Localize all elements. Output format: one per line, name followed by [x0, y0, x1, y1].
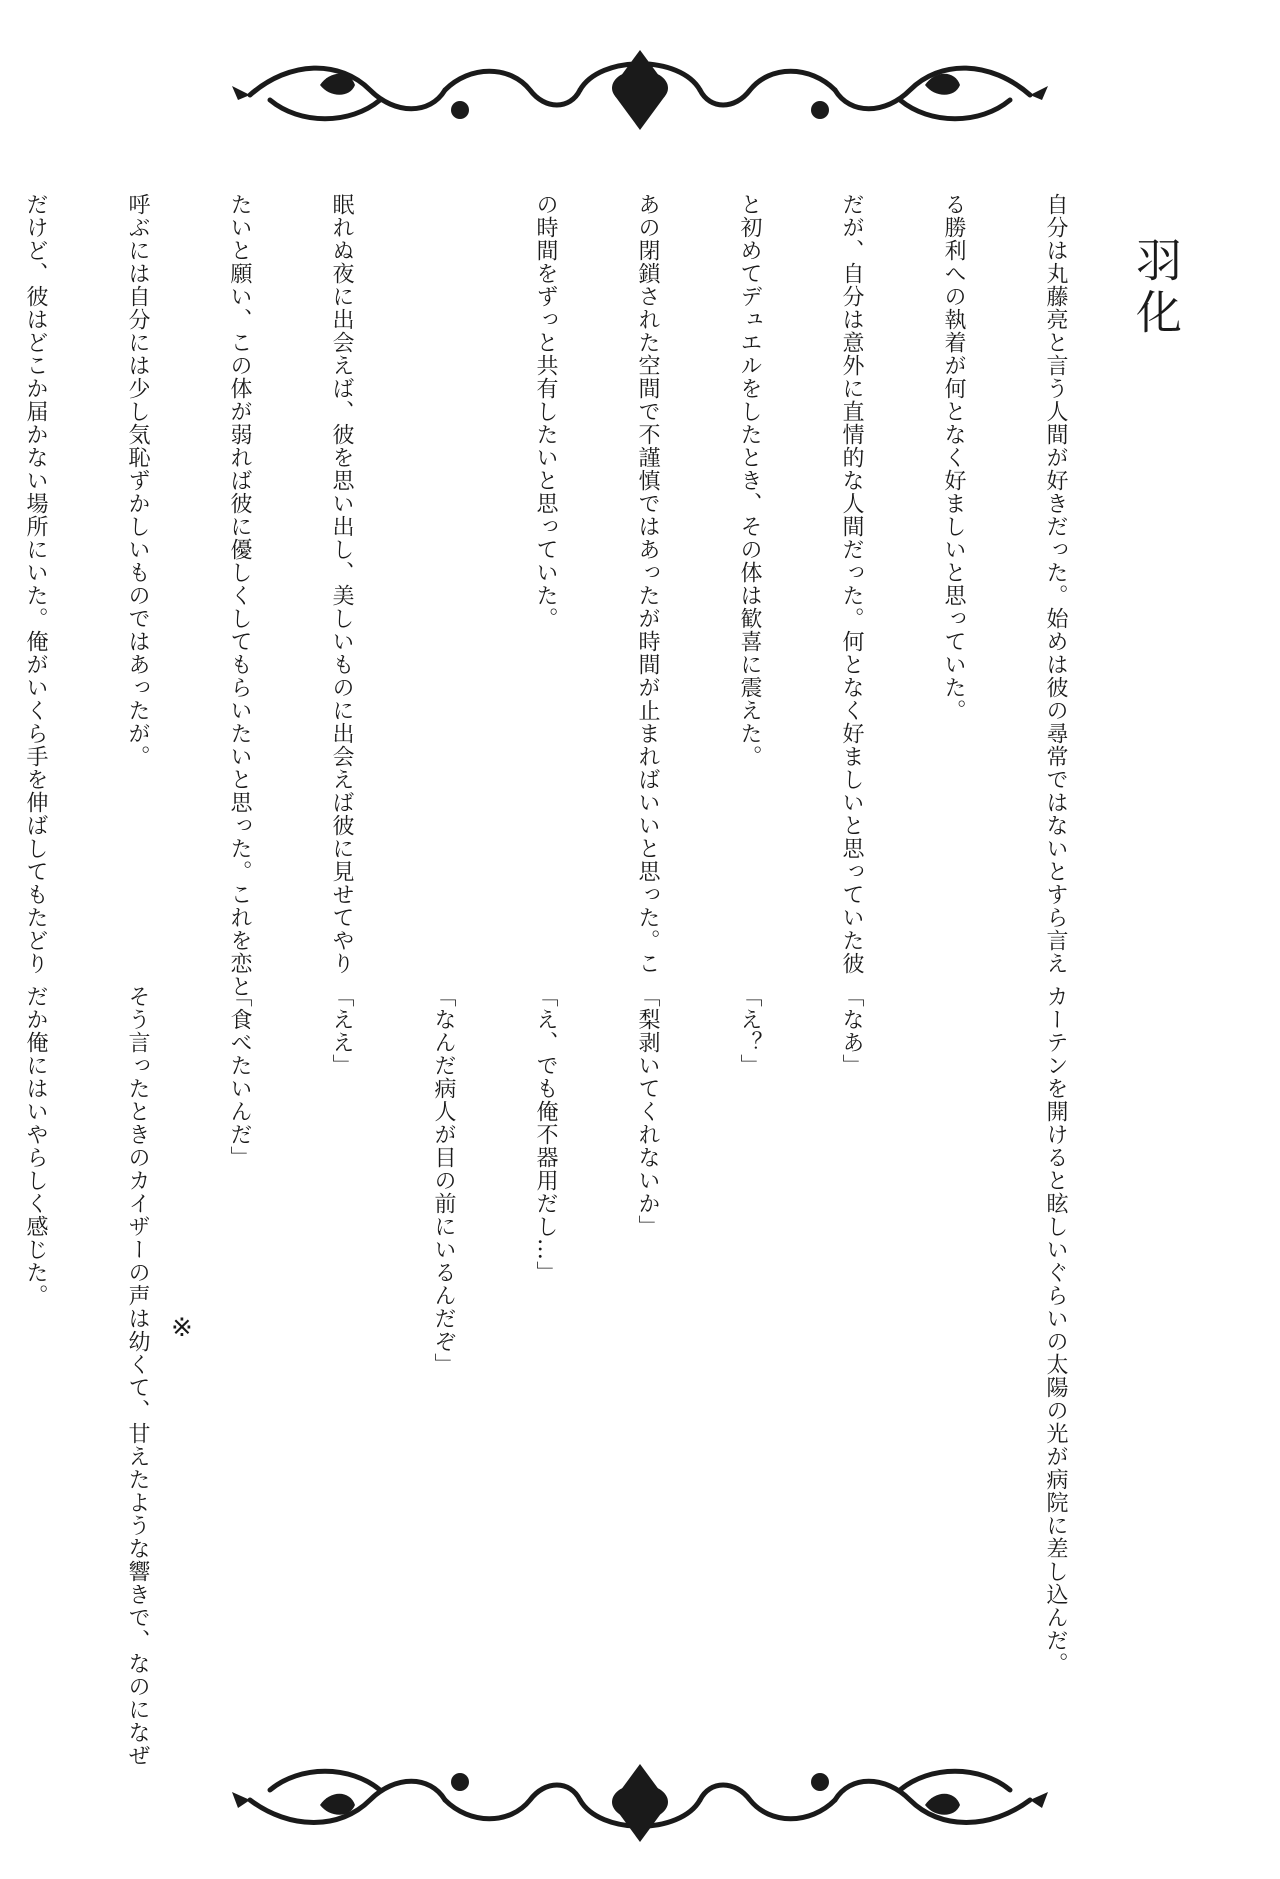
- text-line: 「ええ」: [329, 985, 354, 1077]
- top-ornament: [230, 40, 1050, 140]
- text-line: 呼ぶには自分には少し気恥ずかしいものではあったが。: [125, 193, 150, 768]
- text-line: カーテンを開けると眩しいぐらいの太陽の光が病院に差し込んだ。: [1043, 985, 1068, 1675]
- text-line: 「え、でも俺不器用だし…」: [533, 985, 558, 1284]
- text-line: る勝利への執着が何となく好ましいと思っていた。: [941, 193, 966, 722]
- text-line: と初めてデュエルをしたとき、その体は歓喜に震えた。: [737, 193, 762, 768]
- lower-text-block: [0, 985, 1140, 1767]
- text-line: たいと願い、この体が弱れば彼に優しくしてもらいたいと思った。これを恋と: [227, 193, 252, 998]
- text-line: だけど、彼はどこか届かない場所にいた。俺がいくら手を伸ばしてもたどり: [23, 193, 48, 975]
- page-title: 羽化: [1129, 236, 1183, 340]
- bottom-ornament: [230, 1750, 1050, 1850]
- text-line: そう言ったときのカイザーの声は幼くて、甘えたような響きで、なのになぜ: [125, 985, 150, 1767]
- text-line: だが、自分は意外に直情的な人間だった。何となく好ましいと思っていた彼: [839, 193, 864, 975]
- text-line: の時間をずっと共有したいと思っていた。: [533, 193, 558, 630]
- text-line: 「なんだ病人が目の前にいるんだぞ」: [431, 985, 456, 1376]
- text-line: 「食べたいんだ」: [227, 985, 252, 1169]
- upper-text-block: [0, 193, 1140, 998]
- text-line: 「え？」: [737, 985, 762, 1077]
- text-line: 「梨剥いてくれないか」: [635, 985, 660, 1238]
- text-line: 眠れぬ夜に出会えば、彼を思い出し、美しいものに出会えば彼に見せてやり: [329, 193, 354, 975]
- text-line: あの閉鎖された空間で不謹慎ではあったが時間が止まればいいと思った。こ: [635, 193, 660, 975]
- text-line: 自分は丸藤亮と言う人間が好きだった。始めは彼の尋常ではないとすら言え: [1043, 193, 1068, 975]
- text-line: 「なあ」: [839, 985, 864, 1077]
- separator-mark: ※: [171, 1313, 193, 1343]
- text-line: だか俺にはいやらしく感じた。: [23, 985, 48, 1307]
